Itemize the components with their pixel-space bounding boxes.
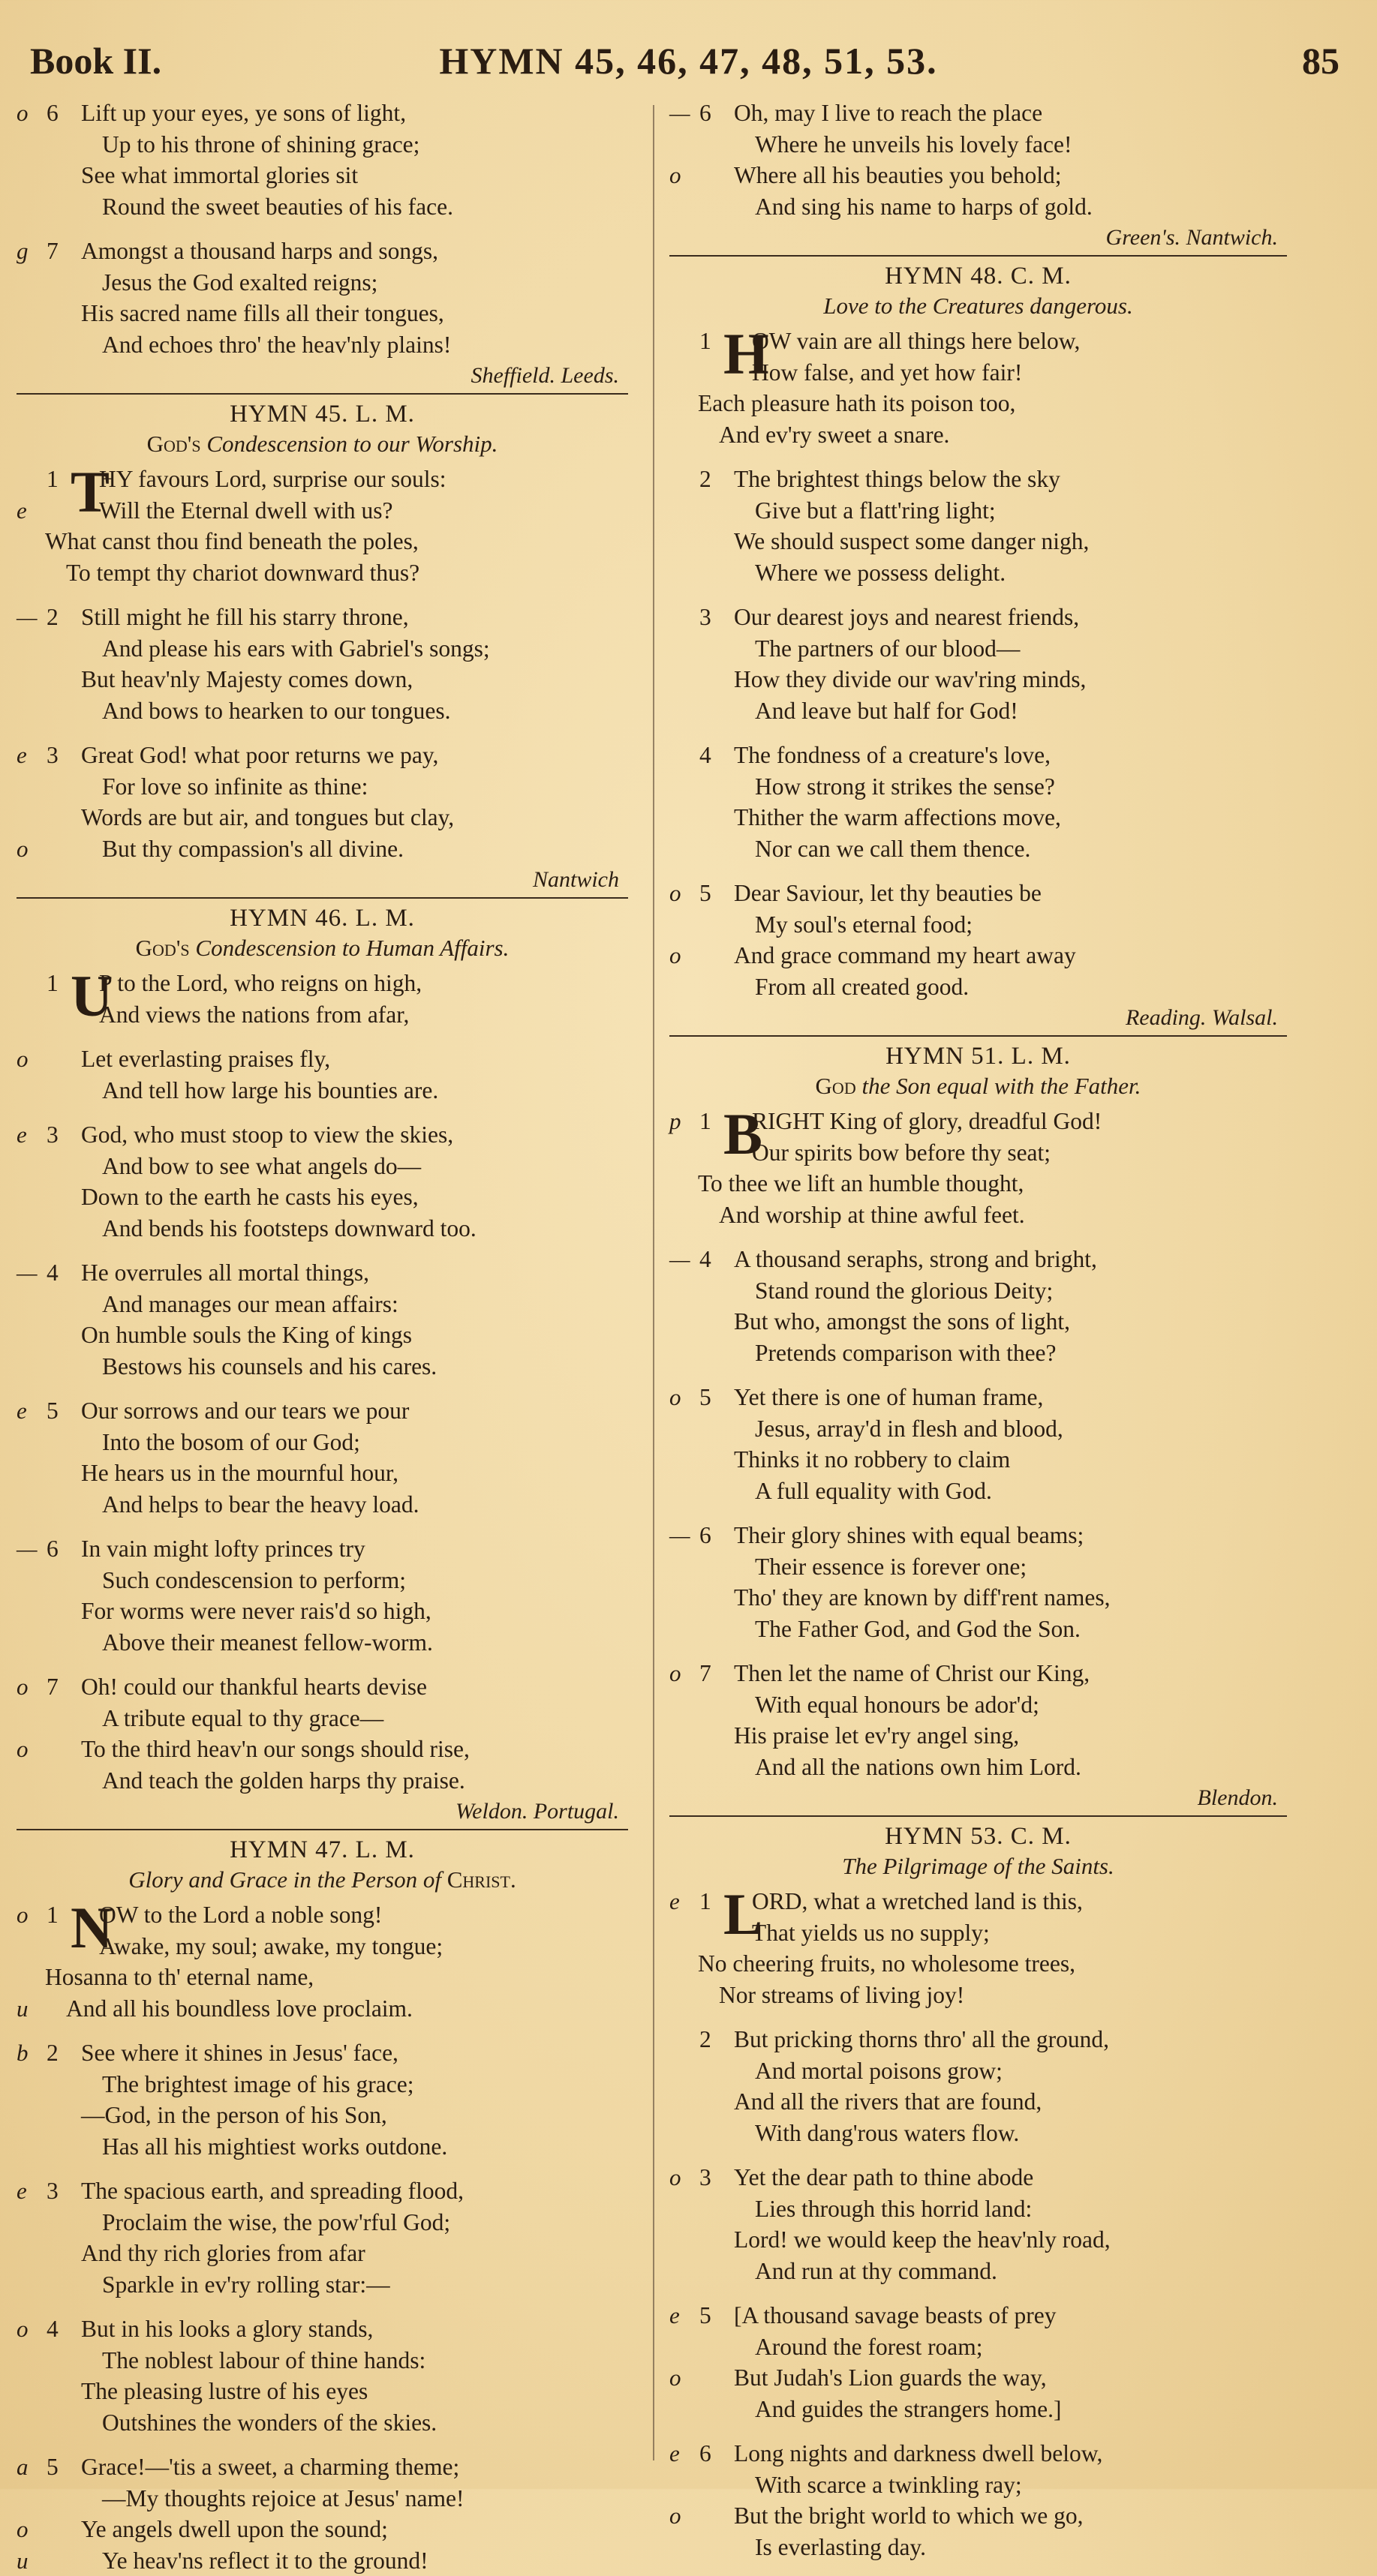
stanza-number: 2 — [47, 602, 77, 633]
hymn-stanza — [662, 2300, 1294, 2424]
verse-line: With scarce a twinkling ray; — [734, 2469, 1294, 2501]
verse-line: Oh, may I live to reach the place — [734, 98, 1294, 129]
verse-line: Each pleasure hath its poison too, — [698, 388, 1294, 419]
stanza-number: 5 — [699, 878, 729, 909]
drop-cap: H — [723, 327, 769, 381]
verse-line: A thousand seraphs, strong and bright, — [734, 1244, 1294, 1275]
tune-names: Weldon. Portugal. — [9, 1797, 636, 1826]
verse-line: But pricking thorns thro' all the ground, — [734, 2024, 1294, 2055]
verse-line: Awake, my soul; awake, my tongue; — [99, 1931, 636, 1962]
stanza-number: 5 — [699, 2300, 729, 2331]
verse-line: And please his ears with Gabriel's songs; — [81, 633, 636, 665]
verse-line: Ye heav'ns reflect it to the ground! — [81, 2545, 636, 2576]
first-stanza — [9, 1899, 636, 2024]
dynamic-mark: o — [669, 2162, 699, 2193]
verse-line: And guides the strangers home.] — [734, 2394, 1294, 2425]
verse-line: For love so infinite as thine: — [81, 771, 636, 803]
verse-line: The brightest things below the sky — [734, 464, 1294, 495]
verse-line: With dang'rous waters flow. — [734, 2118, 1294, 2149]
dynamic-mark: e — [669, 2438, 699, 2469]
verse-line: My soul's eternal food; — [734, 909, 1294, 941]
page-title: HYMN 45, 46, 47, 48, 51, 53. — [23, 39, 1354, 83]
verse-line: Has all his mightiest works outdone. — [81, 2131, 636, 2163]
hymn-stanza — [662, 2024, 1294, 2148]
drop-cap: B — [723, 1107, 762, 1161]
verse-line: RIGHT King of glory, dreadful God! — [752, 1106, 1294, 1137]
dynamic-mark: — — [17, 602, 47, 633]
verse-line: P to the Lord, who reigns on high, — [99, 968, 636, 999]
hymn-stanza — [662, 1520, 1294, 1644]
hymn-stanza — [9, 2451, 636, 2576]
verse-line: We should suspect some danger nigh, — [734, 526, 1294, 557]
verse-line: Into the bosom of our God; — [81, 1427, 636, 1458]
stanza-number: 3 — [699, 602, 729, 633]
dynamic-mark: o — [669, 878, 699, 909]
verse-line: Our spirits bow before thy seat; — [752, 1137, 1294, 1169]
verse-line: From all created good. — [734, 971, 1294, 1003]
drop-cap: N — [71, 1901, 113, 1955]
dynamic-mark: u — [17, 1993, 47, 2025]
verse-line: A full equality with God. — [734, 1476, 1294, 1507]
book-label: Book II. — [30, 39, 161, 83]
dynamic-mark: o — [17, 1734, 47, 1765]
stanza-number: 3 — [699, 2162, 729, 2193]
dynamic-mark: o — [17, 2313, 47, 2345]
dynamic-mark: e — [17, 1395, 47, 1427]
hymn-stanza — [662, 1382, 1294, 1506]
subtitle-smallcaps: God's — [136, 935, 190, 961]
verse-line: His sacred name fills all their tongues, — [81, 298, 636, 329]
subtitle-smallcaps: God's — [147, 431, 201, 457]
verse-line: Our sorrows and our tears we pour — [81, 1395, 636, 1427]
verse-line: —God, in the person of his Son, — [81, 2100, 636, 2131]
verse-line: To tempt thy chariot downward thus? — [45, 557, 636, 589]
stanza-number: 2 — [699, 464, 729, 495]
hymn-subtitle: God the Son equal with the Father. — [662, 1071, 1294, 1101]
verse-line: And sing his name to harps of gold. — [734, 191, 1294, 223]
dynamic-mark: o — [17, 1899, 47, 1931]
tune-names: Reading. Walsal. — [662, 1004, 1294, 1032]
stanza-number: 2 — [47, 2037, 77, 2069]
dynamic-mark: e — [17, 495, 47, 527]
verse-line: And run at thy command. — [734, 2256, 1294, 2287]
verse-line: The spacious earth, and spreading flood, — [81, 2175, 636, 2207]
verse-line: But thy compassion's all divine. — [81, 833, 636, 865]
verse-line: The brightest image of his grace; — [81, 2069, 636, 2100]
verse-line: But who, amongst the sons of light, — [734, 1306, 1294, 1338]
verse-line: His praise let ev'ry angel sing, — [734, 1720, 1294, 1752]
verse-line: Nor streams of living joy! — [698, 1980, 1294, 2011]
verse-line: Let everlasting praises fly, — [81, 1043, 636, 1075]
verse-line: How strong it strikes the sense? — [734, 771, 1294, 803]
subtitle-smallcaps: Christ. — [447, 1866, 516, 1893]
hymn-rule — [669, 1035, 1287, 1037]
verse-line: Proclaim the wise, the pow'rful God; — [81, 2207, 636, 2238]
dynamic-mark: o — [669, 160, 699, 191]
stanza-number: 1 — [699, 326, 729, 357]
stanza-number: 1 — [699, 1886, 729, 1917]
hymn-stanza — [662, 878, 1294, 1002]
stanza-number: 1 — [47, 464, 77, 495]
verse-line: Stand round the glorious Deity; — [734, 1275, 1294, 1307]
stanza-number: 7 — [47, 236, 77, 267]
hymn-stanza — [9, 1043, 636, 1106]
first-stanza — [662, 1886, 1294, 2010]
stanza-number: 5 — [699, 1382, 729, 1413]
hymn-stanza — [9, 1671, 636, 1796]
dynamic-mark: o — [669, 940, 699, 971]
verse-line: Yet there is one of human frame, — [734, 1382, 1294, 1413]
verse-line: And all the rivers that are found, — [734, 2086, 1294, 2118]
verse-line: He hears us in the mournful hour, — [81, 1458, 636, 1489]
dynamic-mark: — — [17, 1257, 47, 1289]
verse-line: In vain might lofty princes try — [81, 1533, 636, 1565]
stanza-number: 6 — [699, 98, 729, 129]
first-stanza — [9, 968, 636, 1030]
hymn-stanza — [662, 602, 1294, 726]
dynamic-mark: b — [17, 2037, 47, 2069]
verse-line: HY favours Lord, surprise our souls: — [99, 464, 636, 495]
verse-line: Ye angels dwell upon the sound; — [81, 2514, 636, 2545]
hymn-stanza — [662, 740, 1294, 864]
verse-line: And leave but half for God! — [734, 695, 1294, 727]
drop-cap: T — [71, 465, 110, 519]
verse-line: Dear Saviour, let thy beauties be — [734, 878, 1294, 909]
stanza-number: 5 — [47, 1395, 77, 1427]
first-stanza — [662, 326, 1294, 450]
verse-line: Outshines the wonders of the skies. — [81, 2407, 636, 2439]
verse-line: And mortal poisons grow; — [734, 2055, 1294, 2087]
verse-line: The noblest labour of thine hands: — [81, 2345, 636, 2376]
dynamic-mark: u — [17, 2545, 47, 2576]
verse-line: How false, and yet how fair! — [752, 357, 1294, 389]
verse-line: But the bright world to which we go, — [734, 2500, 1294, 2532]
verse-line: And views the nations from afar, — [99, 999, 636, 1031]
verse-line: OW to the Lord a noble song! — [99, 1899, 636, 1931]
verse-line: Where we possess delight. — [734, 557, 1294, 589]
stanza-number: 6 — [47, 1533, 77, 1565]
verse-line: God, who must stoop to view the skies, — [81, 1119, 636, 1151]
verse-line: But Judah's Lion guards the way, — [734, 2362, 1294, 2394]
dynamic-mark: e — [17, 740, 47, 771]
verse-line: The pleasing lustre of his eyes — [81, 2376, 636, 2407]
verse-line: For worms were never rais'd so high, — [81, 1596, 636, 1627]
hymn-stanza — [9, 2037, 636, 2162]
hymn-stanza — [662, 1658, 1294, 1782]
verse-line: And ev'ry sweet a snare. — [698, 419, 1294, 451]
hymn-stanza — [662, 2162, 1294, 2286]
hymn-stanza — [662, 2438, 1294, 2562]
verse-line: Oh! could our thankful hearts devise — [81, 1671, 636, 1703]
verse-line: See where it shines in Jesus' face, — [81, 2037, 636, 2069]
verse-line: Thinks it no robbery to claim — [734, 1444, 1294, 1476]
verse-line: Lift up your eyes, ye sons of light, — [81, 98, 636, 129]
hymn-stanza — [9, 1119, 636, 1244]
dynamic-mark: — — [17, 1533, 47, 1565]
running-header — [23, 39, 1354, 92]
verse-line: To the third heav'n our songs should rise, — [81, 1734, 636, 1765]
stanza-number: 7 — [699, 1658, 729, 1689]
column-divider — [653, 105, 654, 2460]
hymn-stanza — [662, 1244, 1294, 1368]
dynamic-mark: o — [669, 1382, 699, 1413]
first-stanza — [9, 464, 636, 588]
verse-line: See what immortal glories sit — [81, 160, 636, 191]
hymn-heading: HYMN 48. C. M. — [662, 261, 1294, 291]
hymn-rule — [669, 1815, 1287, 1817]
page-number: 85 — [1302, 39, 1339, 83]
verse-line: The Father God, and God the Son. — [734, 1614, 1294, 1645]
verse-line: The partners of our blood— — [734, 633, 1294, 665]
dynamic-mark: e — [669, 1886, 699, 1917]
dynamic-mark: e — [669, 2300, 699, 2331]
hymn-stanza — [9, 1257, 636, 1382]
verse-line: Our dearest joys and nearest friends, — [734, 602, 1294, 633]
verse-line: Round the sweet beauties of his face. — [81, 191, 636, 223]
stanza-number: 1 — [699, 1106, 729, 1137]
hymn-rule — [17, 393, 628, 395]
dynamic-mark: o — [669, 2362, 699, 2394]
dynamic-mark: — — [669, 1520, 699, 1551]
tune-names: Blendon. — [662, 1784, 1294, 1812]
subtitle-smallcaps: God — [816, 1073, 856, 1099]
dynamic-mark: o — [17, 2514, 47, 2545]
hymn-rule — [17, 897, 628, 899]
verse-line: And manages our mean affairs: — [81, 1289, 636, 1320]
hymn-heading: HYMN 46. L. M. — [9, 903, 636, 933]
verse-line: —My thoughts rejoice at Jesus' name! — [81, 2483, 636, 2514]
dynamic-mark: e — [17, 1119, 47, 1151]
drop-cap: L — [723, 1887, 762, 1941]
verse-line: Lord! we would keep the heav'nly road, — [734, 2224, 1294, 2256]
verse-line: Up to his throne of shining grace; — [81, 129, 636, 161]
dynamic-mark: g — [17, 236, 47, 267]
dynamic-mark: — — [669, 98, 699, 129]
dynamic-mark: o — [669, 2500, 699, 2532]
verse-line: What canst thou find beneath the poles, — [45, 526, 636, 557]
dynamic-mark: o — [17, 1671, 47, 1703]
verse-line: Around the forest roam; — [734, 2331, 1294, 2363]
stanza-number: 6 — [699, 1520, 729, 1551]
verse-line: Jesus the God exalted reigns; — [81, 267, 636, 299]
dynamic-mark: o — [17, 98, 47, 129]
stanza-number: 3 — [47, 2175, 77, 2207]
dynamic-mark: a — [17, 2451, 47, 2483]
dynamic-mark: e — [17, 2175, 47, 2207]
stanza-number: 1 — [47, 1899, 77, 1931]
hymn-heading: HYMN 53. C. M. — [662, 1821, 1294, 1851]
hymn-heading: HYMN 51. L. M. — [662, 1041, 1294, 1071]
verse-line: OW vain are all things here below, — [752, 326, 1294, 357]
verse-line: Their glory shines with equal beams; — [734, 1520, 1294, 1551]
hymn-stanza — [9, 1533, 636, 1658]
stanza-number: 4 — [699, 1244, 729, 1275]
hymn-stanza — [9, 1395, 636, 1520]
tune-names: Sheffield. Leeds. — [9, 362, 636, 390]
hymn-stanza — [9, 602, 636, 726]
verse-line: And bends his footsteps downward too. — [81, 1213, 636, 1244]
hymn-subtitle: Love to the Creatures dangerous. — [662, 291, 1294, 321]
verse-line: Nor can we call them thence. — [734, 833, 1294, 865]
verse-line: Amongst a thousand harps and songs, — [81, 236, 636, 267]
verse-line: He overrules all mortal things, — [81, 1257, 636, 1289]
stanza-number: 6 — [699, 2438, 729, 2469]
verse-line: On humble souls the King of kings — [81, 1320, 636, 1351]
hymn-stanza — [662, 464, 1294, 588]
verse-line: With equal honours be ador'd; — [734, 1689, 1294, 1721]
verse-line: And all his boundless love proclaim. — [45, 1993, 636, 2025]
dynamic-mark: o — [17, 1043, 47, 1075]
hymn-subtitle: God's Condescension to Human Affairs. — [9, 933, 636, 963]
verse-line: To thee we lift an humble thought, — [698, 1168, 1294, 1199]
verse-line: Pretends comparison with thee? — [734, 1338, 1294, 1369]
verse-line: Then let the name of Christ our King, — [734, 1658, 1294, 1689]
verse-line: Bestows his counsels and his cares. — [81, 1351, 636, 1383]
tune-names: Nantwich — [9, 866, 636, 894]
stanza-number: 3 — [47, 740, 77, 771]
verse-line: Such condescension to perform; — [81, 1565, 636, 1596]
verse-line: How they divide our wav'ring minds, — [734, 664, 1294, 695]
hymn-heading: HYMN 47. L. M. — [9, 1835, 636, 1865]
verse-line: Down to the earth he casts his eyes, — [81, 1181, 636, 1213]
verse-line: And tell how large his bounties are. — [81, 1075, 636, 1106]
hymn-rule — [17, 1829, 628, 1830]
hymn-stanza — [9, 2313, 636, 2438]
stanza-number: 1 — [47, 968, 77, 999]
stanza-number: 4 — [47, 2313, 77, 2345]
hymn-stanza — [9, 98, 636, 222]
stanza-number: 5 — [47, 2451, 77, 2483]
stanza-number: 6 — [47, 98, 77, 129]
verse-line: Grace!—'tis a sweet, a charming theme; — [81, 2451, 636, 2483]
right-column — [662, 98, 1294, 2562]
verse-line: And thy rich glories from afar — [81, 2238, 636, 2269]
verse-line: Still might he fill his starry throne, — [81, 602, 636, 633]
verse-line: But heav'nly Majesty comes down, — [81, 664, 636, 695]
stanza-number: 2 — [699, 2024, 729, 2055]
verse-line: Lies through this horrid land: — [734, 2193, 1294, 2225]
verse-line: Yet the dear path to thine abode — [734, 2162, 1294, 2193]
verse-line: And teach the golden harps thy praise. — [81, 1765, 636, 1797]
left-column — [9, 98, 636, 2576]
first-stanza — [662, 1106, 1294, 1230]
verse-line: And grace command my heart away — [734, 940, 1294, 971]
verse-line: Their essence is forever one; — [734, 1551, 1294, 1583]
verse-line: Where all his beauties you behold; — [734, 160, 1294, 191]
verse-line: No cheering fruits, no wholesome trees, — [698, 1948, 1294, 1980]
verse-line: [A thousand savage beasts of prey — [734, 2300, 1294, 2331]
verse-line: Tho' they are known by diff'rent names, — [734, 1582, 1294, 1614]
stanza-number: 4 — [47, 1257, 77, 1289]
verse-line: Is everlasting day. — [734, 2532, 1294, 2563]
dynamic-mark: p — [669, 1106, 699, 1137]
verse-line: And bow to see what angels do— — [81, 1151, 636, 1182]
verse-line: ORD, what a wretched land is this, — [752, 1886, 1294, 1917]
drop-cap: U — [71, 969, 113, 1023]
verse-line: A tribute equal to thy grace— — [81, 1703, 636, 1734]
verse-line: Hosanna to th' eternal name, — [45, 1962, 636, 1993]
verse-line: And echoes thro' the heav'nly plains! — [81, 329, 636, 361]
verse-line: Jesus, array'd in flesh and blood, — [734, 1413, 1294, 1445]
hymn-subtitle: The Pilgrimage of the Saints. — [662, 1851, 1294, 1881]
tune-names: Green's. Nantwich. — [662, 224, 1294, 252]
verse-line: Great God! what poor returns we pay, — [81, 740, 636, 771]
verse-line: And worship at thine awful feet. — [698, 1199, 1294, 1231]
stanza-number: 7 — [47, 1671, 77, 1703]
verse-line: Above their meanest fellow-worm. — [81, 1627, 636, 1659]
hymn-stanza — [9, 236, 636, 360]
verse-line: Give but a flatt'ring light; — [734, 495, 1294, 527]
verse-line: Sparkle in ev'ry rolling star:— — [81, 2269, 636, 2301]
hymn-subtitle: Glory and Grace in the Person of Christ. — [9, 1865, 636, 1895]
verse-line: That yields us no supply; — [752, 1917, 1294, 1949]
verse-line: And all the nations own him Lord. — [734, 1752, 1294, 1783]
verse-line: Will the Eternal dwell with us? — [99, 495, 636, 527]
hymn-heading: HYMN 45. L. M. — [9, 399, 636, 429]
hymn-stanza — [9, 2175, 636, 2300]
hymn-stanza — [662, 98, 1294, 222]
verse-line: But in his looks a glory stands, — [81, 2313, 636, 2345]
verse-line: And bows to hearken to our tongues. — [81, 695, 636, 727]
verse-line: Long nights and darkness dwell below, — [734, 2438, 1294, 2469]
verse-line: Where he unveils his lovely face! — [734, 129, 1294, 161]
dynamic-mark: o — [17, 833, 47, 865]
verse-line: Words are but air, and tongues but clay, — [81, 802, 636, 833]
verse-line: And helps to bear the heavy load. — [81, 1489, 636, 1521]
hymn-rule — [669, 255, 1287, 257]
stanza-number: 3 — [47, 1119, 77, 1151]
dynamic-mark: o — [669, 1658, 699, 1689]
stanza-number: 4 — [699, 740, 729, 771]
hymn-subtitle: God's Condescension to our Worship. — [9, 429, 636, 459]
verse-line: The fondness of a creature's love, — [734, 740, 1294, 771]
verse-line: Thither the warm affections move, — [734, 802, 1294, 833]
hymn-stanza — [9, 740, 636, 864]
dynamic-mark: — — [669, 1244, 699, 1275]
